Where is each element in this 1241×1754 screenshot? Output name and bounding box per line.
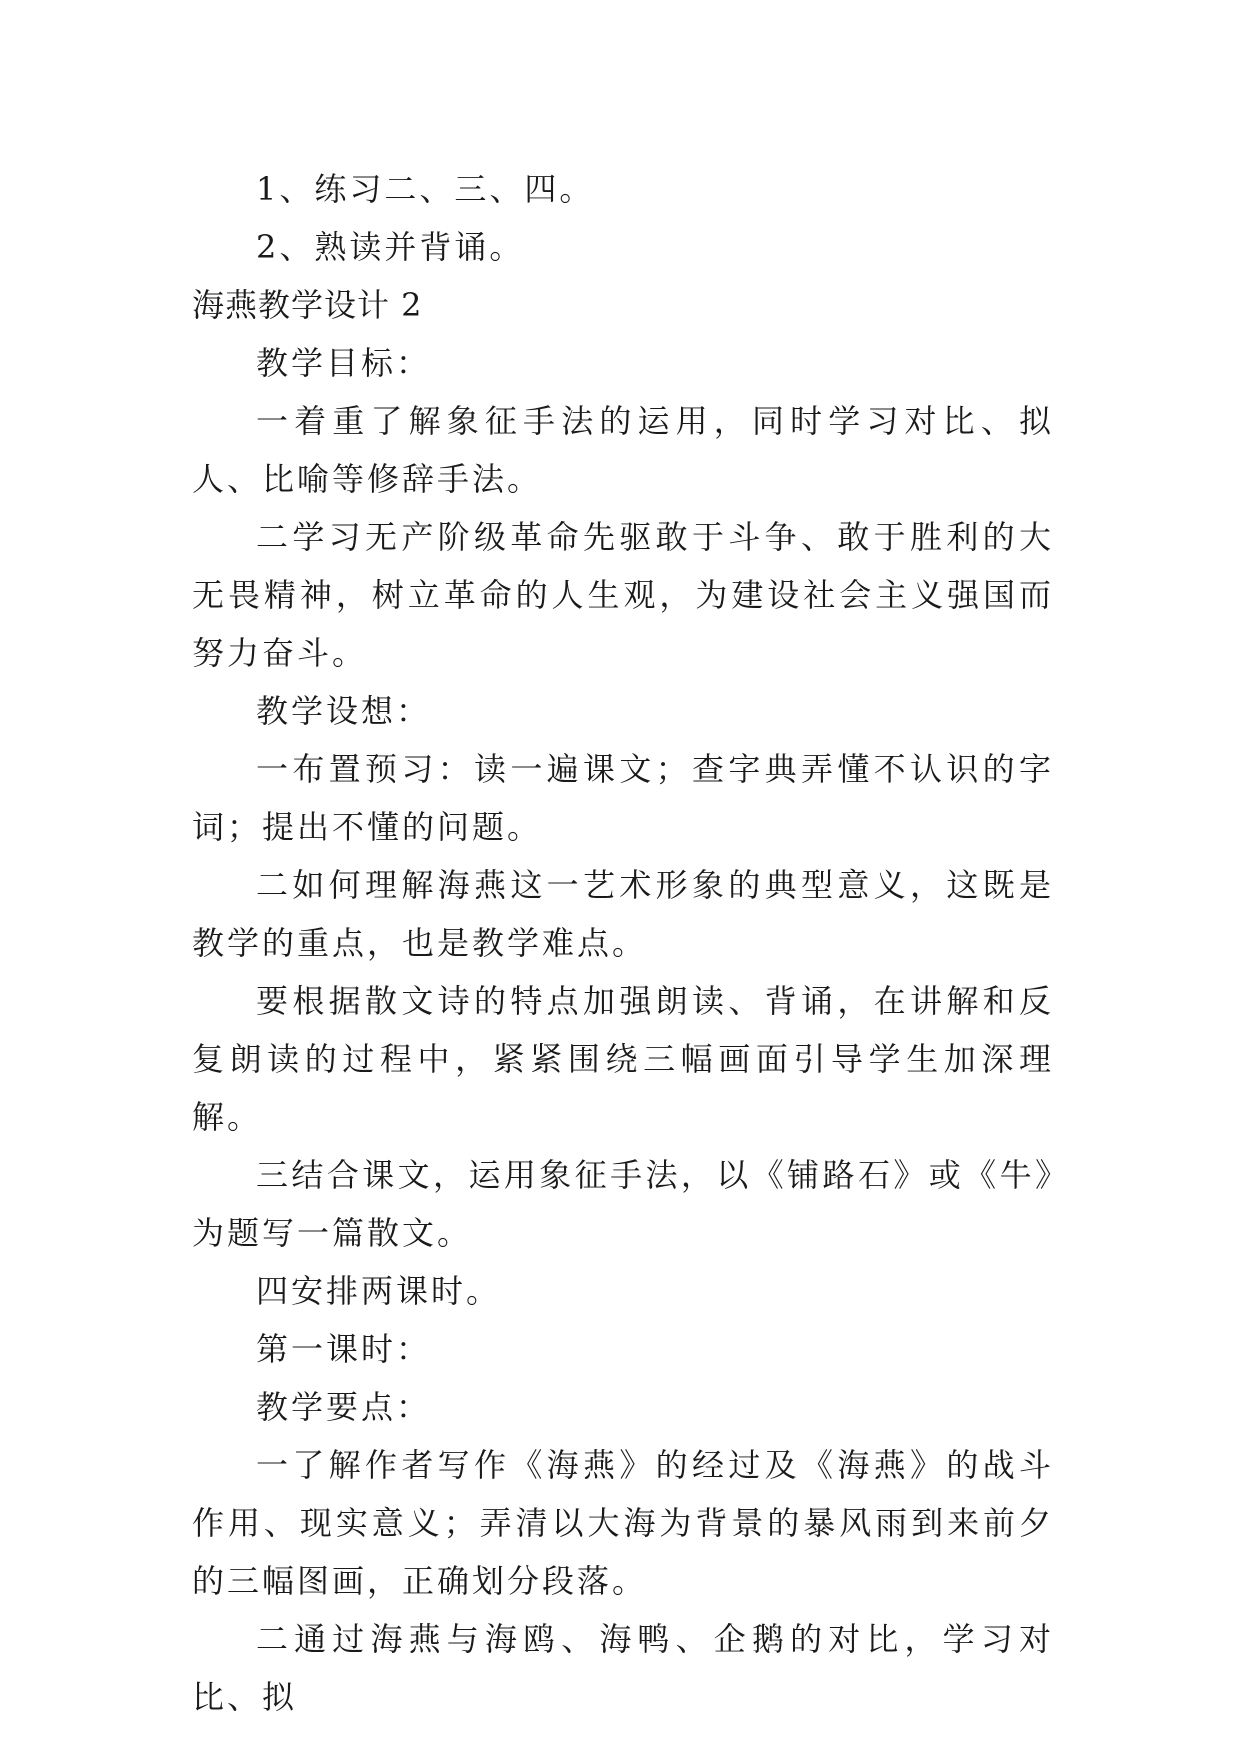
label-teaching-goals: 教学目标： <box>256 344 432 382</box>
goal-paragraph-2: 二学习无产阶级革命先驱敢于斗争、敢于胜利的大无畏精神，树立革命的人生观，为建设社会主义强国而努力奋斗。 <box>192 518 1054 672</box>
plan-paragraph-3: 要根据散文诗的特点加强朗读、背诵，在讲解和反复朗读的过程中，紧紧围绕三幅画面引导学生加深理解。 <box>192 982 1054 1136</box>
document-body <box>192 160 1054 1726</box>
label-key-points: 教学要点： <box>256 1388 432 1426</box>
key-point-paragraph-1: 一了解作者写作《海燕》的经过及《海燕》的战斗作用、现实意义；弄清以大海为背景的暴风雨到来前夕的三幅图画，正确划分段落。 <box>192 1446 1054 1600</box>
goal-paragraph-1: 一着重了解象征手法的运用，同时学习对比、拟人、比喻等修辞手法。 <box>192 402 1054 498</box>
list-item-exercise: 1、练习二、三、四。 <box>256 170 595 208</box>
plan-paragraph-2: 二如何理解海燕这一艺术形象的典型意义，这既是教学的重点，也是教学难点。 <box>192 866 1054 962</box>
plan-paragraph-1: 一布置预习：读一遍课文；查字典弄懂不认识的字词；提出不懂的问题。 <box>192 750 1054 846</box>
plan-paragraph-4: 三结合课文，运用象征手法，以《铺路石》或《牛》为题写一篇散文。 <box>192 1156 1054 1252</box>
key-point-paragraph-2: 二通过海燕与海鸥、海鸭、企鹅的对比，学习对比、拟 <box>192 1620 1054 1716</box>
plan-paragraph-5: 四安排两课时。 <box>256 1272 502 1310</box>
list-item-recite: 2、熟读并背诵。 <box>256 228 525 266</box>
label-first-lesson: 第一课时： <box>256 1330 432 1368</box>
label-teaching-plan: 教学设想： <box>256 692 432 730</box>
section-heading: 海燕教学设计 2 <box>192 286 423 324</box>
